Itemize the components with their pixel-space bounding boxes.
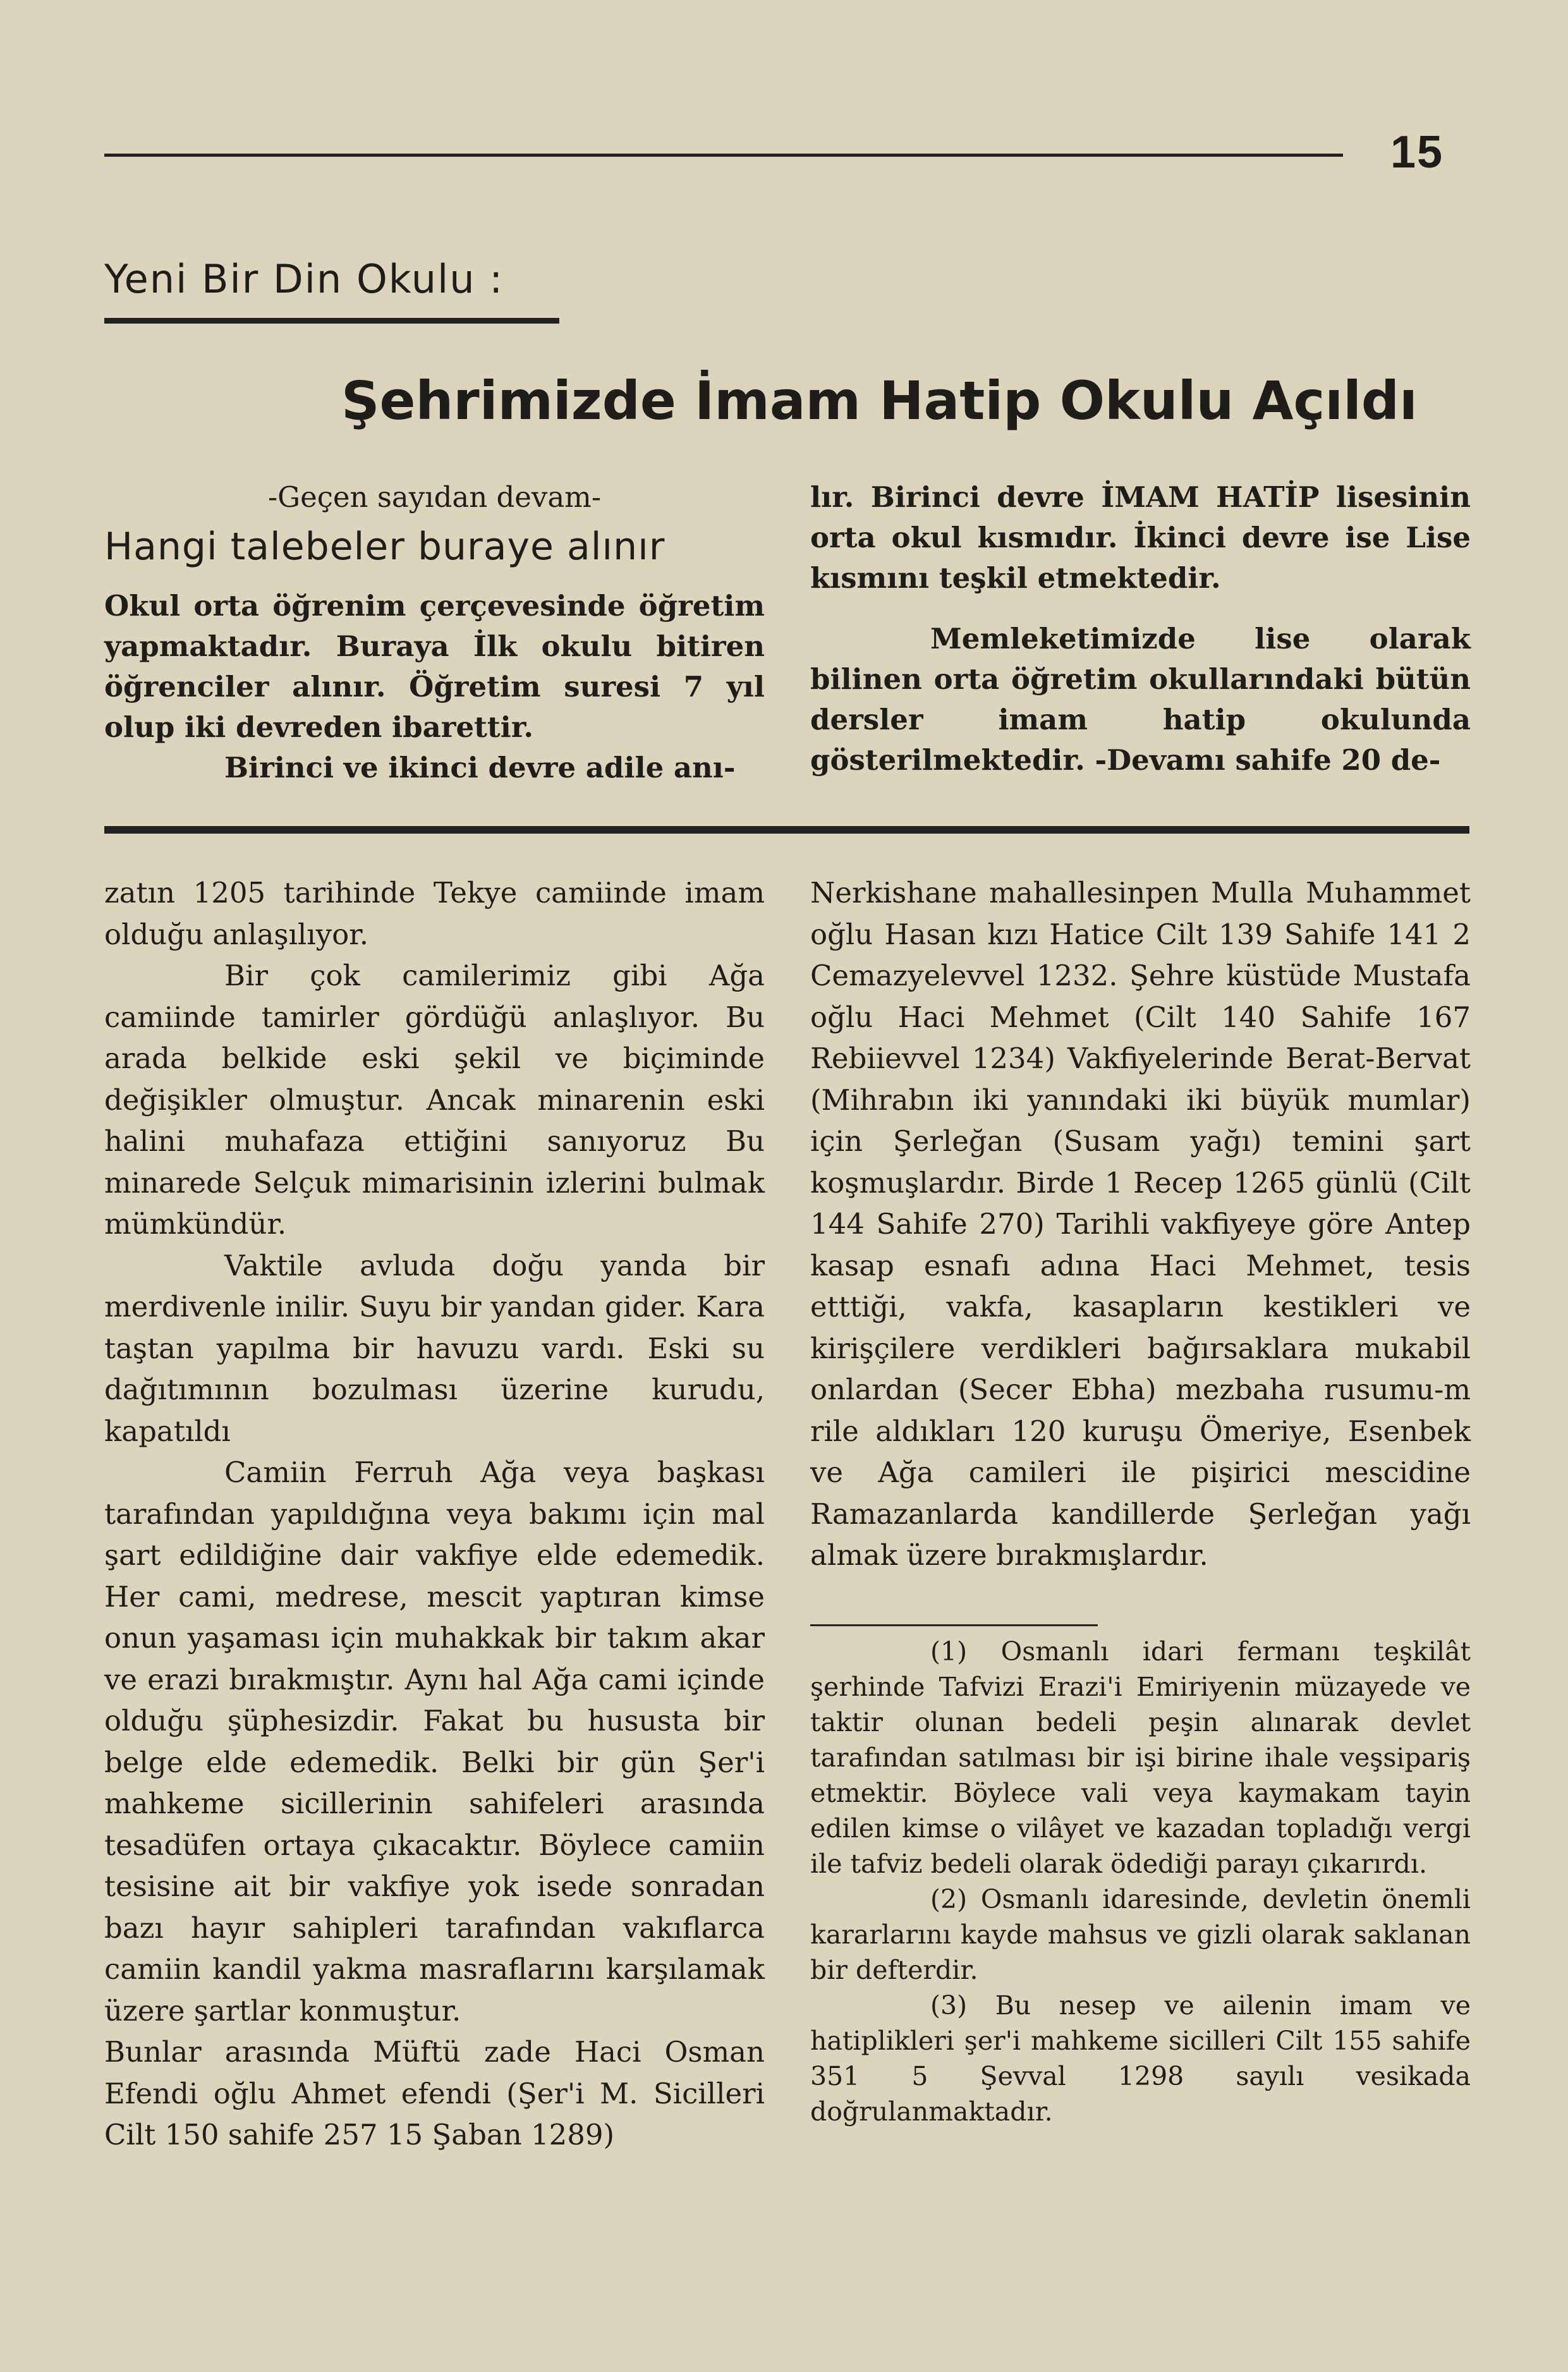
footnote: (1) Osmanlı idari fermanı teşkilât şerhinde Tafvizi Erazi'i Emiriyenin müzayede ve taktir olunan bedeli peşin alınarak devlet tarafından satılması bir işi birine ihale veşsipariş etmektir. Böylece vali veya kaymakam tayin edilen kimse o vilâyet ve kazadan topladığı vergi ile tafviz bedeli olarak ödediği parayı çıkarırdı. xyxy=(810,1636,1471,1879)
kicker-underline xyxy=(104,318,559,324)
paragraph: lır. Birinci devre İMAM HATİP lisesinin orta okul kısmıdır. İkinci devre ise Lise kısmını teşkil etmektedir. xyxy=(810,480,1471,595)
paragraph: Birinci ve ikinci devre adile anı- xyxy=(224,751,736,784)
footnote: (3) Bu nesep ve ailenin imam ve hatiplikleri şer'i mahkeme sicilleri Cilt 155 sahife 351 5 Şevval 1298 sayılı vesikada doğrulanmaktadır. xyxy=(810,1990,1471,2127)
continued-note: -Geçen sayıdan devam- xyxy=(267,480,602,514)
paragraph: Bunlar arasında Müftü zade Haci Osman Efendi oğlu Ahmet efendi (Şer'i M. Sicilleri Cilt 150 sahife 257 15 Şaban 1289) xyxy=(104,2035,765,2151)
paragraph: Okul orta öğrenim çerçevesinde öğretim yapmaktadır. Buraya İlk okulu bitiren öğrenciler alınır. Öğretim suresi 7 yıl olup iki devreden ibarettir. xyxy=(104,589,765,744)
footnotes xyxy=(810,1634,1471,2129)
top-right-column xyxy=(810,477,1471,781)
paragraph: Vaktile avluda doğu yanda bir merdivenle inilir. Suyu bir yandan gider. Kara taştan yapılma bir havuzu vardı. Eski su dağıtımının bozulması üzerine kurudu, kapatıldı xyxy=(104,1248,765,1448)
paragraph: zatın 1205 tarihinde Tekye camiinde imam olduğu anlaşılıyor. xyxy=(104,876,765,951)
header-rule xyxy=(104,154,1343,157)
paragraph: Camiin Ferruh Ağa veya başkası tarafından yapıldığına veya bakımı için mal şart edildiğine dair vakfiye elde edemedik. Her cami, medrese, mescit yaptıran kimse onun yaşaması için muhakkak bir takım akar ve erazi bırakmıştır. Aynı hal Ağa cami içinde olduğu şüphesizdir. Fakat bu hususta bir belge elde edemedik. Belki bir gün Şer'i mahkeme sicillerinin sahifeleri arasında tesadüfen ortaya çıkacaktır. Böylece camiin tesisine ait bir vakfiye yok isede sonradan bazı hayır sahipleri tarafından vakıflarca camiin kandil yakma masraflarını karşılamak üzere şartlar konmuştur. xyxy=(104,1456,765,2028)
footnote-rule xyxy=(810,1624,1098,1626)
paragraph: Nerkishane mahallesinpen Mulla Muhammet oğlu Hasan kızı Hatice Cilt 139 Sahife 141 2 Cemazyelevvel 1232. Şehre küstüde Mustafa oğlu Haci Mehmet (Cilt 140 Sahife 167 Rebiievvel 1234) Vakfiyelerinde Berat-Bervat (Mihrabın iki yanındaki iki büyük mumlar) için Şerleğan (Susam yağı) temini şart koşmuşlardır. Birde 1 Recep 1265 günlü (Cilt 144 Sahife 270) Tarihli vakfiyeye göre Antep kasap esnafı adına Haci Mehmet, tesis etttiği, vakfa, kasapların kestikleri ve kirişçilere verdikleri bağırsaklara mukabil onlardan (Secer Ebha) mezbaha rusumu-m rile aldıkları 120 kuruşu Ömeriye, Esenbek ve Ağa camileri ile pişirici mescidine Ramazanlarda kandillerde Şerleğan yağı almak üzere bırakmışlardır. xyxy=(810,876,1471,1572)
section-kicker: Yeni Bir Din Okulu : xyxy=(104,256,504,302)
bottom-right-column xyxy=(810,872,1471,1576)
top-left-column xyxy=(104,477,765,788)
article-headline: Şehrimizde İmam Hatip Okulu Açıldı xyxy=(341,370,1418,432)
subheading: Hangi talebeler buraye alınır xyxy=(104,525,665,569)
bottom-left-column xyxy=(104,872,765,2156)
paragraph: Memleketimizde lise olarak bilinen orta öğretim okullarındaki bütün dersler imam hatip okulunda gösterilmektedir. -Devamı sahife 20 de- xyxy=(810,622,1471,777)
paragraph: Bir çok camilerimiz gibi Ağa camiinde tamirler gördüğü anlaşlıyor. Bu arada belkide eski şekil ve biçiminde değişikler olmuştur. Ancak minarenin eski halini muhafaza ettiğini sanıyoruz Bu minarede Selçuk mimarisinin izlerini bulmak mümkündür. xyxy=(104,959,765,1241)
page-number: 15 xyxy=(1390,127,1444,178)
footnote: (2) Osmanlı idaresinde, devletin önemli kararlarını kayde mahsus ve gizli olarak saklanan bir defterdir. xyxy=(810,1884,1471,1985)
section-divider xyxy=(104,826,1469,834)
